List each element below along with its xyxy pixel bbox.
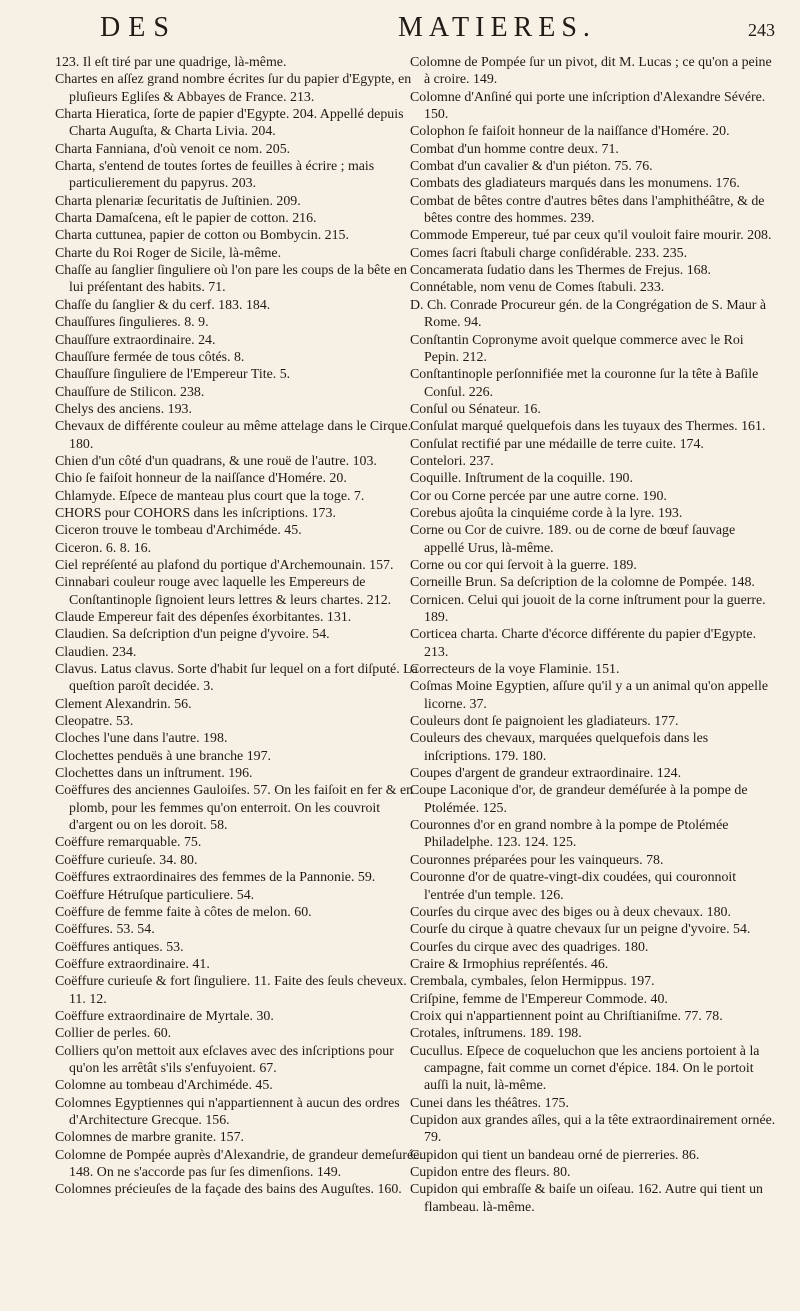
index-entry: Courſe du cirque à quatre chevaux ſur un peigne d'yvoire. 54.: [410, 922, 751, 938]
index-entry: Colomne de Pompée auprès d'Alexandrie, de grandeur demeſurée. 148. On ne s'accorde pas ſur ſes dimenſions. 149.: [55, 1147, 423, 1180]
index-entry: Corticea charta. Charte d'écorce différente du papier d'Egypte. 213.: [410, 627, 757, 660]
index-entry: 123. Il eſt tiré par une quadrige, là-même.: [55, 55, 287, 70]
index-entry: Conſtantinople perſonnifiée met la couronne ſur la tête à Baſile Conſul. 226.: [410, 367, 759, 400]
index-entry: Conſul ou Sénateur. 16.: [410, 401, 541, 417]
index-entry: Ciceron trouve le tombeau d'Archiméde. 45.: [55, 523, 302, 539]
index-entry: Crotales, inſtrumens. 189. 198.: [410, 1026, 582, 1042]
index-entry: Chio ſe faiſoit honneur de la naiſſance d'Homére. 20.: [55, 471, 347, 487]
index-entry: Coëffure curieuſe & fort ſinguliere. 11. Faite des ſeuls cheveux. 11. 12.: [55, 974, 407, 1007]
index-entry: Collier de perles. 60.: [55, 1026, 172, 1042]
index-entry: Corne ou cor qui ſervoit à la guerre. 189.: [410, 557, 637, 573]
index-entry: Claude Empereur fait des dépenſes éxorbitantes. 131.: [55, 610, 352, 625]
index-entry: Chaſſe du ſanglier & du cerf. 183. 184.: [55, 297, 271, 313]
index-entry: Commode Empereur, tué par ceux qu'il vouloit faire mourir. 208.: [410, 228, 772, 244]
index-entry: Courſes du cirque avec des biges ou à deux chevaux. 180.: [410, 904, 731, 920]
index-entry: Coquille. Inſtrument de la coquille. 190.: [410, 471, 633, 487]
page-number: 243: [748, 20, 775, 40]
index-entry: Combat de bêtes contre d'autres bêtes dans l'amphithéâtre, & de bêtes contre des hommes. 239.: [410, 193, 765, 227]
index-entry: Cupidon entre des fleurs. 80.: [410, 1165, 571, 1180]
index-entry: Couronne d'or de quatre-vingt-dix coudées, qui couronnoit l'entrée d'un temple. 126.: [410, 870, 737, 903]
index-entry: Couronnes préparées pour les vainqueurs. 78.: [410, 852, 664, 868]
index-entry: Chartes en aſſez grand nombre écrites ſur du papier d'Egypte, en pluſieurs Egliſes & Abbayes de France. 213.: [55, 72, 412, 105]
index-entry: CHORS pour COHORS dans les inſcriptions. 173.: [55, 505, 336, 521]
index-entry: Charta Hieratica, ſorte de papier d'Egypte. 204. Appellé depuis Charta Auguſta, & Charta Livia. 204.: [55, 107, 404, 140]
index-entry: Clochettes dans un inſtrument. 196.: [55, 766, 253, 782]
index-entry: Chauſſure extraordinaire. 24.: [55, 332, 216, 348]
index-entry: Colomnes Egyptiennes qui n'appartiennent à aucun des ordres d'Architecture Grecque. 156.: [55, 1095, 400, 1128]
index-entry: Clavus. Latus clavus. Sorte d'habit ſur lequel on a fort diſputé. La queſtion paroît decidée. 3.: [55, 662, 418, 695]
index-entry: Coëffure remarquable. 75.: [55, 835, 202, 851]
index-entry: Combat d'un homme contre deux. 71.: [410, 141, 619, 157]
index-entry: Clement Alexandrin. 56.: [55, 696, 192, 712]
index-entry: Coëffures antiques. 53.: [55, 939, 184, 955]
index-entry: Combats des gladiateurs marqués dans les monumens. 176.: [410, 176, 740, 192]
index-entry: Cunei dans les théâtres. 175.: [410, 1095, 569, 1111]
index-entry: Claudien. 234.: [55, 644, 137, 660]
index-entry: Colliers qu'on mettoit aux eſclaves avec des inſcriptions pour qu'on les arrêtât s'ils s'enfuyoient. 67.: [55, 1043, 394, 1076]
index-entry: Colomne d'Anſiné qui porte une inſcription d'Alexandre Sévére. 150.: [410, 89, 766, 123]
index-entry: Coëffure Hétruſque particuliere. 54.: [55, 887, 255, 903]
index-entry: Charta Fanniana, d'où venoit ce nom. 205.: [55, 141, 291, 157]
index-entry: Cornicen. Celui qui jouoit de la corne inſtrument pour la guerre. 189.: [410, 592, 766, 625]
index-entry: Concamerata ſudatio dans les Thermes de Frejus. 168.: [410, 263, 712, 279]
index-entry: Colomne au tombeau d'Archiméde. 45.: [55, 1078, 273, 1094]
index-entry: Coëffure extraordinaire. 41.: [55, 956, 210, 972]
index-entry: Comes ſacri ſtabuli charge conſidérable. 233. 235.: [410, 245, 688, 261]
header-left: DES: [100, 12, 177, 43]
index-entry: Conſulat marqué quelquefois dans les tuyaux des Thermes. 161.: [410, 419, 766, 435]
index-entry: Chien d'un côté d'un quadrans, & une rouë de l'autre. 103.: [55, 453, 377, 469]
index-entry: Craire & Irmophius repréſentés. 46.: [410, 956, 609, 972]
index-entry: Chauſſures ſingulieres. 8. 9.: [55, 315, 209, 331]
index-entry: Coëffure extraordinaire de Myrtale. 30.: [55, 1008, 274, 1024]
index-entry: Connétable, nom venu de Comes ſtabuli. 233.: [410, 280, 665, 296]
index-entry: Cleopatre. 53.: [55, 714, 134, 730]
index-entry: Ciel repréſenté au plafond du portique d'Archemounain. 157.: [55, 557, 394, 573]
left-column: [55, 54, 423, 1199]
index-entry: Couleurs dont ſe paignoient les gladiateurs. 177.: [410, 714, 679, 730]
index-entry: Coëffures. 53. 54.: [55, 922, 155, 938]
index-entry: Coupe Laconique d'or, de grandeur deméſurée à la pompe de Ptolémée. 125.: [410, 783, 748, 816]
index-entry: Colomnes de marbre granite. 157.: [55, 1130, 245, 1146]
index-entry: Couronnes d'or en grand nombre à la pompe de Ptolémée Philadelphe. 123. 124. 125.: [410, 818, 729, 851]
index-entry: Croix qui n'appartiennent point au Chriſtianiſme. 77. 78.: [410, 1008, 723, 1024]
index-entry: Coëffures des anciennes Gauloiſes. 57. On les faiſoit en fer & en plomb, pour les femmes qu'on enterroit. On les couvroit d'argent ou on les doroit. 58.: [55, 783, 414, 834]
index-entry: Colophon ſe faiſoit honneur de la naiſſance d'Homére. 20.: [410, 124, 730, 140]
index-entry: Chauſſure fermée de tous côtés. 8.: [55, 349, 245, 365]
index-entry: Courſes du cirque avec des quadriges. 180.: [410, 939, 649, 955]
index-entry: Chauſſure de Stilicon. 238.: [55, 384, 205, 400]
index-entry: Combat d'un cavalier & d'un piéton. 75. 76.: [410, 159, 653, 175]
index-entry: Cupidon qui embraſſe & baiſe un oiſeau. 162. Autre qui tient un flambeau. là-même.: [410, 1182, 763, 1215]
index-entry: Coëffure curieuſe. 34. 80.: [55, 852, 198, 868]
index-entry: Conſtantin Copronyme avoit quelque commerce avec le Roi Pepin. 212.: [410, 332, 744, 365]
index-entry: Coupes d'argent de grandeur extraordinaire. 124.: [410, 766, 682, 782]
index-entry: Contelori. 237.: [410, 453, 494, 469]
index-entry: Coſmas Moine Egyptien, aſſure qu'il y a un animal qu'on appelle licorne. 37.: [410, 679, 768, 712]
right-column: [410, 54, 778, 1216]
index-entry: Cupidon qui tient un bandeau orné de pierreries. 86.: [410, 1147, 700, 1163]
index-entry: Corneille Brun. Sa deſcription de la colomne de Pompée. 148.: [410, 575, 755, 591]
index-entry: Criſpine, femme de l'Empereur Commode. 40.: [410, 991, 668, 1007]
index-entry: Chaſſe au ſanglier ſinguliere où l'on pare les coups de la bête en lui préſentant des habits. 71.: [55, 263, 407, 296]
index-entry: Couleurs des chevaux, marquées quelquefois dans les inſcriptions. 179. 180.: [410, 731, 709, 764]
index-entry: Correcteurs de la voye Flaminie. 151.: [410, 662, 620, 678]
index-entry: Ciceron. 6. 8. 16.: [55, 540, 152, 556]
index-entry: Charte du Roi Roger de Sicile, là-même.: [55, 245, 282, 261]
index-entry: Chlamyde. Eſpece de manteau plus court que la toge. 7.: [55, 488, 365, 504]
index-entry: Chevaux de différente couleur au même attelage dans le Cirque. 180.: [55, 419, 412, 452]
index-entry: Corebus ajoûta la cinquiéme corde à la lyre. 193.: [410, 505, 683, 521]
index-entry: Crembala, cymbales, ſelon Hermippus. 197.: [410, 974, 655, 990]
index-entry: Cinnabari couleur rouge avec laquelle les Empereurs de Conſtantinople ſignoient leurs lettres & leurs chartes. 212.: [55, 575, 392, 608]
index-entry: Clochettes penduës à une branche 197.: [55, 748, 272, 764]
index-entry: D. Ch. Conrade Procureur gén. de la Congrégation de S. Maur à Rome. 94.: [410, 297, 767, 331]
header-right: MATIERES.: [398, 12, 596, 43]
index-entry: Charta Damaſcena, eſt le papier de cotton. 216.: [55, 211, 317, 227]
index-entry: Coëffure de femme faite à côtes de melon. 60.: [55, 904, 312, 920]
index-entry: Cucullus. Eſpece de coqueluchon que les anciens portoient à la campagne, fait comme un cornet d'épice. 184. On le portoit auſſi la nuit, là-même.: [410, 1043, 760, 1094]
index-entry: Charta cuttunea, papier de cotton ou Bombycin. 215.: [55, 228, 349, 244]
index-entry: Corne ou Cor de cuivre. 189. ou de corne de bœuf ſauvage appellé Urus, là-même.: [410, 523, 736, 556]
index-entry: Colomne de Pompée ſur un pivot, dit M. Lucas ; ce qu'on a peine à croire. 149.: [410, 55, 772, 88]
index-entry: Colomnes précieuſes de la façade des bains des Auguſtes. 160.: [55, 1182, 402, 1198]
index-entry: Conſulat rectifié par une médaille de terre cuite. 174.: [410, 436, 704, 452]
index-entry: Cupidon aux grandes aîles, qui a la tête extraordinairement ornée. 79.: [410, 1112, 776, 1146]
index-entry: Cor ou Corne percée par une autre corne. 190.: [410, 488, 667, 504]
index-entry: Coëffures extraordinaires des femmes de la Pannonie. 59.: [55, 870, 376, 886]
index-entry: Charta, s'entend de toutes ſortes de feuilles à écrire ; mais particulierement du papyrus. 203.: [55, 159, 375, 192]
index-entry: Claudien. Sa deſcription d'un peigne d'yvoire. 54.: [55, 627, 330, 643]
index-entry: Charta plenariæ ſecuritatis de Juſtinien. 209.: [55, 193, 301, 209]
index-entry: Chauſſure ſinguliere de l'Empereur Tite. 5.: [55, 367, 291, 383]
index-entry: Chelys des anciens. 193.: [55, 401, 192, 417]
index-entry: Cloches l'une dans l'autre. 198.: [55, 731, 228, 747]
